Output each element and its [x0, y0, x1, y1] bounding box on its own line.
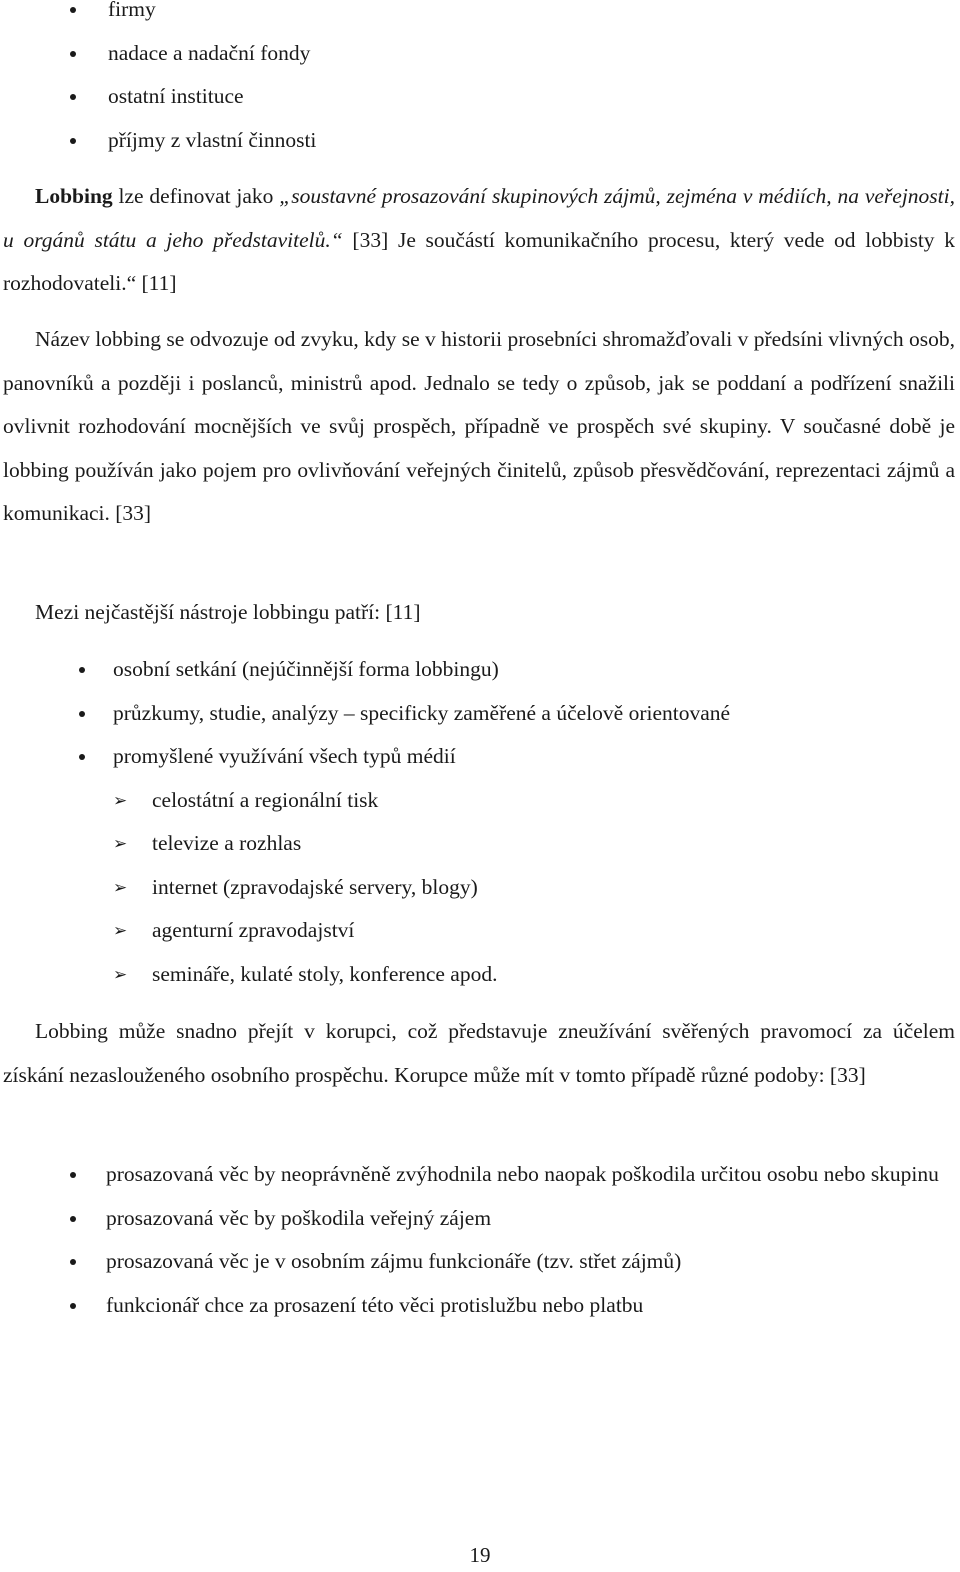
bullet-icon: [70, 1259, 76, 1265]
list-item-text: celostátní a regionální tisk: [152, 787, 379, 812]
list-item-text: promyšlené využívání všech typů médií: [113, 744, 456, 768]
list-item: [0, 1284, 956, 1328]
bullet-icon: [70, 94, 76, 100]
list-item: [0, 1153, 956, 1197]
list-item: [0, 1197, 956, 1241]
term-lobbing: Lobbing: [35, 184, 113, 208]
bullet-icon: [79, 667, 85, 673]
chevron-right-icon: ➢: [113, 790, 128, 810]
bullet-icon: [70, 1172, 76, 1178]
list-item-text: ostatní instituce: [108, 84, 244, 108]
list-item-text: prosazovaná věc by neoprávněně zvýhodnila nebo naopak poškodila určitou osobu nebo skupinu: [106, 1162, 939, 1186]
paragraph-text: [33] Je součástí komunikačního procesu, který vede od lobbisty k rozhodovateli.: [3, 227, 955, 295]
bullet-icon: [70, 138, 76, 144]
paragraph-text: lze definovat jako: [112, 184, 280, 208]
bullet-icon: [70, 51, 76, 57]
sub-list-item: [0, 866, 956, 910]
sub-list-item: [0, 779, 956, 823]
bullet-icon: [70, 7, 76, 13]
tools-intro-paragraph: [3, 591, 955, 635]
list-item: [0, 648, 956, 692]
funding-list: [0, 0, 956, 162]
chevron-right-icon: ➢: [113, 834, 128, 853]
list-item-text: osobní setkání (nejúčinnější forma lobbingu): [113, 657, 499, 681]
definition-paragraph: [3, 175, 955, 306]
bullet-icon: [70, 1216, 76, 1222]
list-item-text: agenturní zpravodajství: [152, 918, 355, 942]
list-item-text: příjmy z vlastní činnosti: [108, 127, 317, 152]
bullet-icon: [70, 1303, 76, 1309]
sub-list-item: [0, 822, 956, 866]
list-item-text: prosazovaná věc je v osobním zájmu funkcionáře (tzv. střet zájmů): [106, 1249, 682, 1273]
list-item: [0, 1240, 956, 1284]
list-item: [0, 32, 956, 76]
list-item: [0, 692, 956, 736]
list-item: [0, 0, 956, 32]
list-item-text: televize a rozhlas: [152, 831, 302, 855]
chevron-right-icon: ➢: [113, 921, 128, 940]
citation: “ [11]: [126, 271, 177, 295]
list-item-text: internet (zpravodajské servery, blogy): [152, 874, 478, 899]
corruption-list: [0, 1153, 956, 1327]
page-number: 19: [469, 1543, 491, 1567]
list-item: [0, 75, 956, 119]
origin-paragraph: [3, 318, 955, 536]
sub-list-item: [0, 909, 956, 953]
bullet-icon: [79, 711, 85, 717]
definition-quote: „soustavné prosazování skupinových zájmů, zejména v médiích, na veřejnosti, u orgánů státu a jeho představitelů.“: [3, 184, 955, 252]
list-item-text: prosazovaná věc by poškodila veřejný zájem: [106, 1205, 492, 1230]
list-item-text: semináře, kulaté stoly, konference apod.: [152, 961, 498, 986]
sub-list-item: [0, 953, 956, 997]
paragraph-text: Název lobbing se odvozuje od zvyku, kdy se v historii prosebníci shromažďovali v předsíni vlivných osob, panovníků a později i poslanců, ministrů apod. Jednalo se tedy o způsob, jak se poddaní a podřízení snažili ovlivnit rozhodování mocnějších ve svůj prospěch, případně ve prospěch své skupiny. V současné době je lobbing používán jako pojem pro ovlivňování veřejných činitelů, způsob přesvědčování, reprezentaci zájmů a komunikaci. [33]: [3, 327, 955, 525]
corruption-paragraph: [3, 1010, 955, 1097]
list-item-text: průzkumy, studie, analýzy – specificky zaměřené a účelově orientované: [113, 700, 731, 725]
list-item: [0, 735, 956, 779]
paragraph-text: Mezi nejčastější nástroje lobbingu patří: [11]: [35, 600, 421, 624]
chevron-right-icon: ➢: [113, 877, 128, 897]
bullet-icon: [79, 754, 85, 760]
list-item-text: firmy: [108, 0, 156, 21]
tools-list: [0, 648, 956, 996]
chevron-right-icon: ➢: [113, 964, 128, 984]
list-item-text: nadace a nadační fondy: [108, 40, 311, 65]
list-item-text: funkcionář chce za prosazení této věci protislužbu nebo platbu: [106, 1292, 644, 1317]
list-item: [0, 119, 956, 163]
paragraph-text: Lobbing může snadno přejít v korupci, což představuje zneužívání svěřených pravomocí za účelem získání nezaslouženého osobního prospěchu. Korupce může mít v tomto případě různé podoby: [33]: [3, 1019, 955, 1087]
